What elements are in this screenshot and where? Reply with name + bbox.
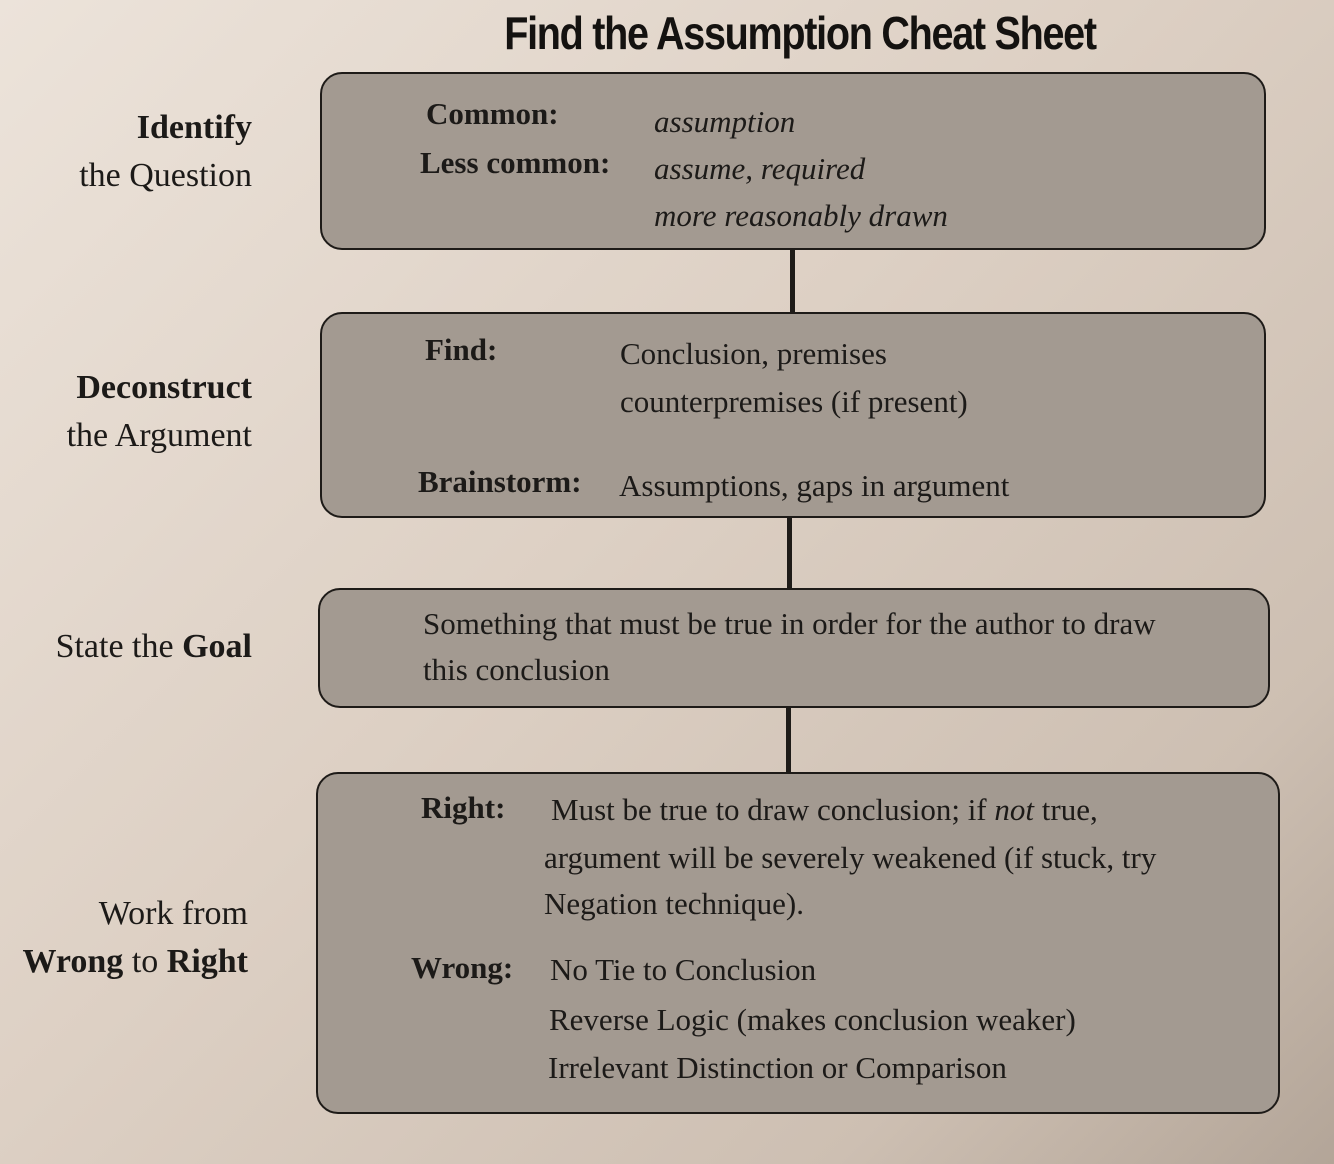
right-value-line-3: Negation technique). xyxy=(544,886,804,921)
common-label: Common: xyxy=(426,96,559,131)
find-value-1: Conclusion, premises xyxy=(620,336,887,371)
brainstorm-label: Brainstorm: xyxy=(418,464,582,499)
connector-line-1 xyxy=(790,246,795,322)
step-label-identify xyxy=(20,104,252,200)
wrong-value-3: Irrelevant Distinction or Comparison xyxy=(548,1050,1007,1085)
right-value-line-1-pre: Must be true to draw conclusion; if xyxy=(551,792,995,827)
goal-text-line-1: Something that must be true in order for the author to draw xyxy=(423,606,1156,641)
step-label-work-right: Right xyxy=(166,943,248,980)
step-label-work-line1: Work from xyxy=(98,895,248,932)
step-label-work-to: to xyxy=(123,943,167,980)
connector-line-3 xyxy=(786,702,791,780)
less-common-value-2: more reasonably drawn xyxy=(654,198,948,233)
step-label-work xyxy=(10,890,248,986)
brainstorm-value: Assumptions, gaps in argument xyxy=(619,468,1010,503)
right-value-line-1 xyxy=(551,792,1098,828)
step-label-goal-plain: State the xyxy=(55,628,183,665)
connector-line-2 xyxy=(787,514,792,596)
step-label-work-wrong: Wrong xyxy=(22,943,124,980)
right-value-line-2: argument will be severely weakened (if stuck, try xyxy=(544,840,1157,875)
wrong-label: Wrong: xyxy=(411,950,514,985)
right-value-line-1-em: not xyxy=(994,792,1035,827)
goal-text-line-2: this conclusion xyxy=(423,652,610,687)
find-value-2: counterpremises (if present) xyxy=(620,384,968,419)
wrong-value-2: Reverse Logic (makes conclusion weaker) xyxy=(549,1002,1076,1037)
step-label-deconstruct-bold: Deconstruct xyxy=(76,369,252,406)
less-common-value-1: assume, required xyxy=(654,151,866,186)
wrong-value-1: No Tie to Conclusion xyxy=(550,952,817,987)
step-label-work-line2 xyxy=(10,938,248,986)
step-label-identify-bold: Identify xyxy=(136,109,252,146)
page-title: Find the Assumption Cheat Sheet xyxy=(504,7,1096,59)
right-value-line-1-post: true, xyxy=(1034,792,1098,827)
step-label-goal-bold: Goal xyxy=(182,628,252,665)
right-label: Right: xyxy=(421,790,506,825)
step-label-goal xyxy=(20,623,252,671)
step-label-deconstruct xyxy=(20,364,252,460)
find-label: Find: xyxy=(425,332,498,367)
step-label-identify-plain: the Question xyxy=(79,157,252,194)
less-common-label: Less common: xyxy=(420,145,611,180)
common-value: assumption xyxy=(654,104,796,139)
step-label-deconstruct-plain: the Argument xyxy=(66,417,252,454)
